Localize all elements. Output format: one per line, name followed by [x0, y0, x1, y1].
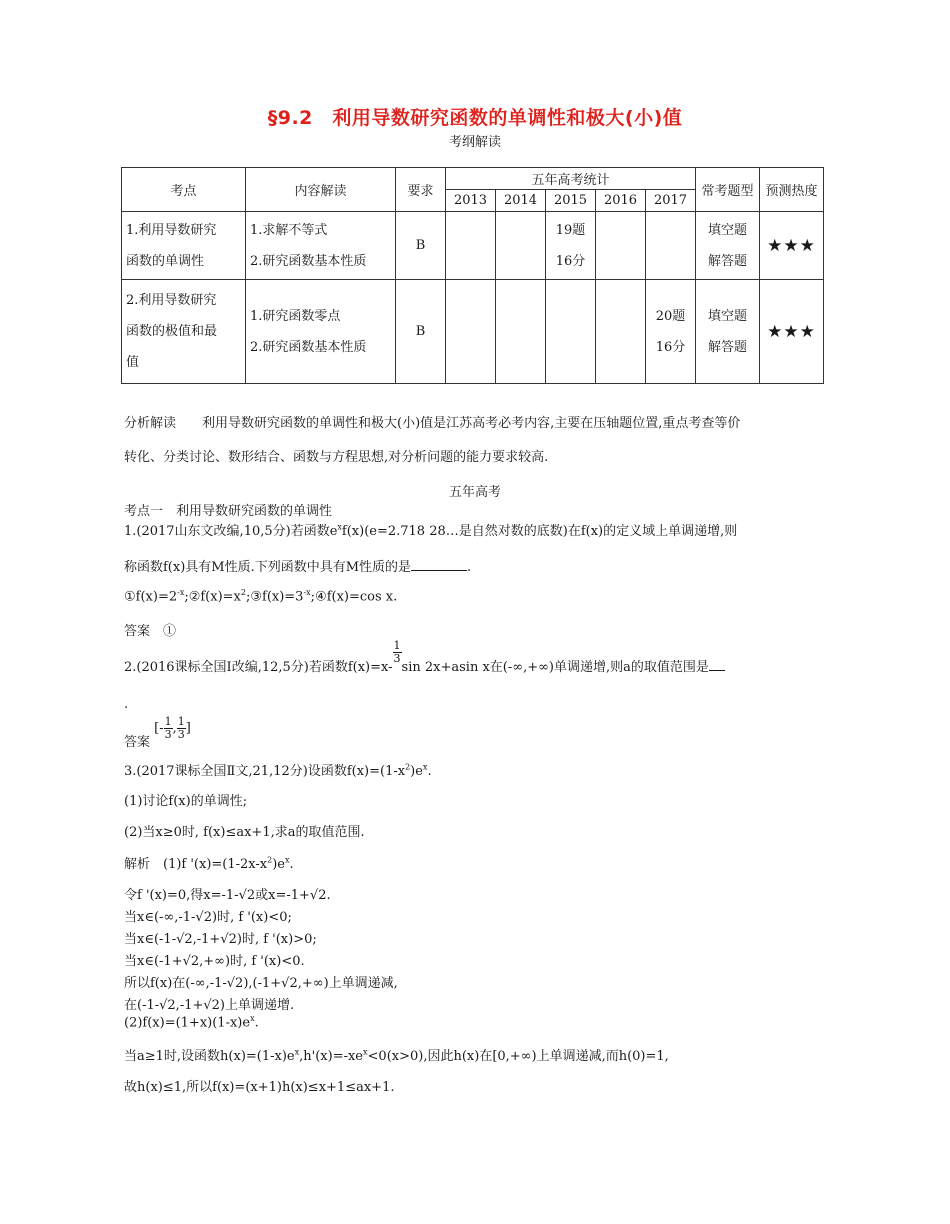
cell-2014: [496, 212, 546, 280]
q3-solution-5: 当x∈(-1+√2,+∞)时, f '(x)<0.: [124, 954, 305, 969]
cell-2013: [446, 212, 496, 280]
q1-line-2: 称函数f(x)具有M性质.下列函数中具有M性质的是 .: [124, 560, 472, 575]
cell-yaoqiu: B: [396, 280, 446, 384]
q3-solution-9: 当a≥1时,设函数$h(x)=(1-x)e^x,h'(x)=-xe^x<0(x>0)$,因此h(x)在[0,+∞)上单调递减,而h(0)=1,: [124, 1047, 669, 1064]
q3-solution-7: 在(-1-√2,-1+√2)上单调递增.: [124, 998, 295, 1013]
header-year: 2016: [596, 190, 646, 212]
analysis-line-1: 分析解读 利用导数研究函数的单调性和极大(小)值是江苏高考必考内容,主要在压轴题位置,重点考查等价: [124, 416, 741, 431]
cell-2014: [496, 280, 546, 384]
analysis-line-2: 转化、分类讨论、数形结合、函数与方程思想,对分析问题的能力要求较高.: [124, 450, 549, 465]
table-row: [122, 280, 824, 384]
fraction: $\frac{1}{3}$: [393, 639, 401, 665]
header-neirong: 内容解读: [246, 168, 396, 212]
q3-solution-6: 所以f(x)在(-∞,-1-√2),(-1+√2,+∞)上单调递减,: [124, 976, 398, 991]
q1-options: $①f(x)=2^{-x};②f(x)=x^2;③f(x)=3^{-x};④f(x)=\cos$ x.: [124, 588, 398, 605]
q3-solution-4: 当x∈(-1-√2,-1+√2)时, f '(x)>0;: [124, 932, 317, 947]
cell-2016: [596, 280, 646, 384]
header-year: 2017: [646, 190, 696, 212]
cell-tixing: 填空题 解答题: [696, 280, 760, 384]
cell-2015: 19题 16分: [546, 212, 596, 280]
cell-neirong: 1.求解不等式 2.研究函数基本性质: [246, 212, 396, 280]
q3-stem: 3.(2017课标全国Ⅱ文,21,12分)设函数$f(x)=(1-x^2)e^x$.: [124, 762, 432, 779]
header-stats: 五年高考统计: [446, 168, 696, 190]
answer-blank: [709, 658, 725, 671]
cell-2016: [596, 212, 646, 280]
cell-kaodian: 1.利用导数研究 函数的单调性: [122, 212, 246, 280]
header-year: 2014: [496, 190, 546, 212]
cell-2017: [646, 212, 696, 280]
cell-2015: [546, 280, 596, 384]
header-redu: 预测热度: [760, 168, 824, 212]
cell-2013: [446, 280, 496, 384]
table-row: [122, 212, 824, 280]
q3-solution-8: $(2)f(x)=(1+x)(1-x)e^x$.: [124, 1014, 259, 1031]
kaodian-heading: 考点一 利用导数研究函数的单调性: [124, 504, 333, 519]
q1-line-1: 1.(2017山东文改编,10,5分)若函数$e^xf(x)(e=2.718$ 28…是自然对数的底数)在f(x)的定义域上单调递增,则: [124, 522, 738, 539]
header-kaodian: 考点: [122, 168, 246, 212]
q2-answer: 答案 [- $\frac{1}{3}$ , $\frac{1}{3}$ ]: [124, 715, 191, 750]
q3-solution-2: 令f '(x)=0,得x=-1-√2或x=-1+√2.: [124, 888, 331, 903]
cell-tixing: 填空题 解答题: [696, 212, 760, 280]
q1-answer: 答案 ①: [124, 624, 177, 639]
cell-neirong: 1.研究函数零点 2.研究函数基本性质: [246, 280, 396, 384]
cell-2017: 20题 16分: [646, 280, 696, 384]
answer-blank: [411, 558, 467, 571]
cell-yaoqiu: B: [396, 212, 446, 280]
cell-redu-stars: ★★★: [760, 212, 824, 280]
header-tixing: 常考题型: [696, 168, 760, 212]
q3-solution-10: 故h(x)≤1,所以f(x)=(x+1)h(x)≤x+1≤ax+1.: [124, 1080, 395, 1095]
cell-redu-stars: ★★★: [760, 280, 824, 384]
cell-kaodian: 2.利用导数研究 函数的极值和最 值: [122, 280, 246, 384]
header-yaoqiu: 要求: [396, 168, 446, 212]
section-heading: 五年高考: [448, 485, 501, 500]
q3-part-1: (1)讨论f(x)的单调性;: [124, 794, 248, 809]
header-year: 2015: [546, 190, 596, 212]
q3-solution-3: 当x∈(-∞,-1-√2)时, f '(x)<0;: [124, 910, 292, 925]
q2-line: 2.(2016课标全国Ⅰ改编,12,5分)若函数f(x)=x- $\frac{1}{3}$ sin 2x+asin x在(-∞,+∞)单调递增,则a的取值范围是: [124, 650, 725, 675]
q3-part-2: (2)当x≥0时, f(x)≤ax+1,求a的取值范围.: [124, 825, 365, 840]
section-subtitle: 考纲解读: [448, 135, 501, 150]
page-title: §9.2 利用导数研究函数的单调性和极大(小)值: [267, 107, 683, 129]
exam-outline-table: [121, 167, 824, 384]
header-year: 2013: [446, 190, 496, 212]
q3-solution-1: 解析 (1)f '$(x)=(1-2x-x^2)e^x$.: [124, 855, 294, 872]
